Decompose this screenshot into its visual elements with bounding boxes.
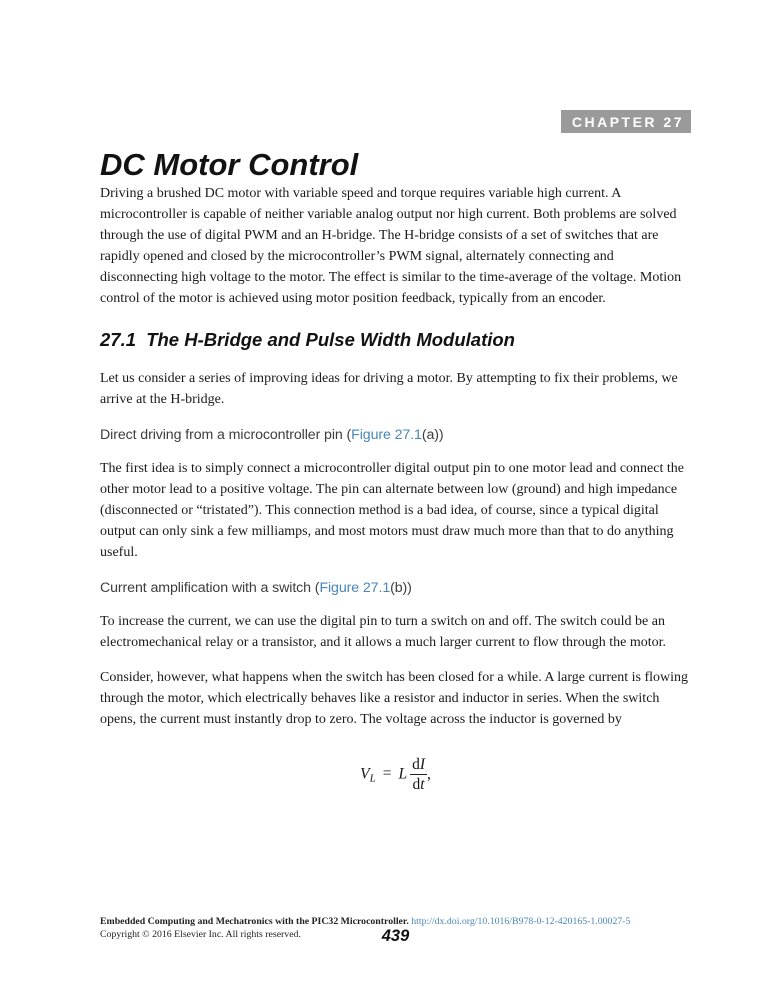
subhead-text: Current amplification with a switch ( (100, 579, 320, 596)
equation-coefficient-l: L (398, 765, 408, 783)
inductor-voltage-equation (100, 756, 691, 794)
section-title: The H-Bridge and Pulse Width Modulation (146, 328, 515, 350)
direct-driving-paragraph: The first idea is to simply connect a microcontroller digital output pin to one motor lead and connect the other motor lead to a positive voltage. The pin can alternate between low (ground) and high impedance (disconnected or “tristated”). This connection method is a bad idea, of course, since a typical digital output can only sink a few milliamps, and most motors must draw much more than that to do anything useful. (100, 460, 684, 560)
page-content (100, 0, 691, 793)
copyright-line: Copyright © 2016 Elsevier Inc. All rights reserved. (100, 928, 301, 940)
intro-paragraph: Driving a brushed DC motor with variable speed and torque requires variable high current. A microcontroller is capable of neither variable analog output nor high current. Both problems are solved through the use of digital PWM and an H-bridge. The H-bridge consists of a set of switches that are rapidly opened and closed by the microcontroller’s PWM signal, alternately connecting and disconnecting high voltage to the motor. The effect is similar to the time-average of the voltage. Motion control of the motor is achieved using motor position feedback, typically from an encoder. (100, 185, 682, 306)
equation-fraction (410, 756, 427, 794)
fraction-numerator: dI (410, 756, 427, 775)
page-footer (100, 916, 691, 945)
section-heading (100, 329, 691, 351)
subhead-direct-driving (100, 427, 691, 443)
subhead-text: (a)) (421, 426, 444, 443)
figure-27-1b-link[interactable]: Figure 27.1 (319, 579, 391, 596)
page-number: 439 (381, 927, 410, 945)
section-number: 27.1 (100, 328, 137, 350)
subhead-text: (b)) (390, 579, 412, 596)
equation-variable-v: V (360, 765, 370, 783)
equation-subscript-l: L (369, 772, 376, 785)
equation-equals: = (382, 765, 392, 783)
fraction-denominator: dt (412, 776, 425, 793)
chapter-label: CHAPTER 27 (561, 110, 691, 133)
book-title: Embedded Computing and Mechatronics with the PIC32 Microcontroller. (100, 916, 409, 927)
section-lead-paragraph: Let us consider a series of improving ideas for driving a motor. By attempting to fix their problems, we arrive at the H-bridge. (100, 370, 678, 407)
consider-paragraph: Consider, however, what happens when the switch has been closed for a while. A large current is flowing through the motor, which electrically behaves like a resistor and inductor in series. When the switch opens, the current must instantly drop to zero. The voltage across the inductor is governed by (100, 669, 689, 727)
subhead-text: Direct driving from a microcontroller pin ( (100, 426, 352, 443)
switch-paragraph: To increase the current, we can use the digital pin to turn a switch on and off. The switch could be an electromechanical relay or a transistor, and it allows a much larger current to flow through the motor. (100, 613, 666, 650)
subhead-current-amplification (100, 580, 691, 596)
doi-link[interactable]: http://dx.doi.org/10.1016/B978-0-12-420165-1.00027-5 (411, 916, 631, 927)
chapter-label-row (100, 110, 691, 133)
chapter-title: DC Motor Control (100, 147, 359, 182)
equation-comma: , (427, 765, 431, 783)
figure-27-1a-link[interactable]: Figure 27.1 (351, 426, 422, 443)
